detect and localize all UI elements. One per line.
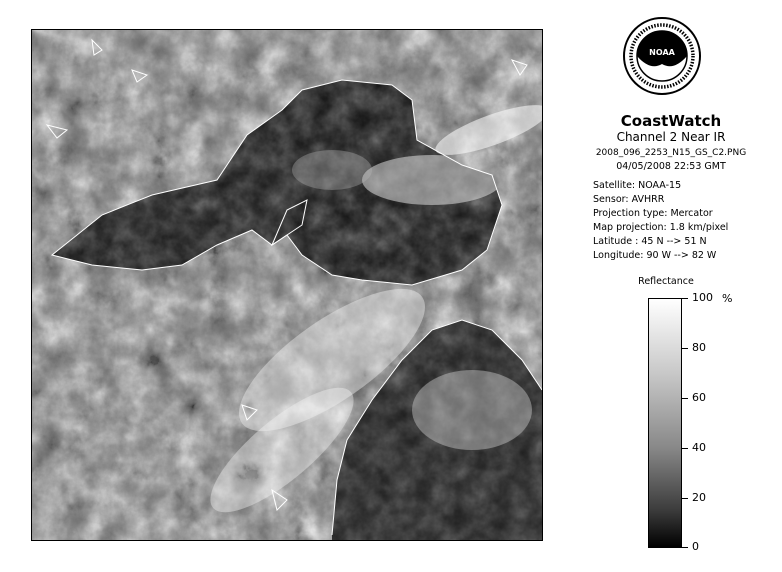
- scale-tick-label: 80: [692, 341, 706, 354]
- satellite-label: Satellite: NOAA-15: [593, 180, 682, 191]
- scale-tick-label: 100: [692, 291, 713, 304]
- longitude-label: Longitude: 90 W --> 82 W: [593, 250, 717, 261]
- scale-tick: [682, 298, 688, 299]
- scale-tick: [682, 348, 688, 349]
- logo-center-text: NOAA: [649, 48, 675, 57]
- satellite-image: [31, 29, 543, 541]
- scale-unit: %: [722, 292, 733, 305]
- scale-tick: [682, 498, 688, 499]
- scale-tick-label: 40: [692, 441, 706, 454]
- scale-tick-label: 20: [692, 491, 706, 504]
- latitude-label: Latitude : 45 N --> 51 N: [593, 236, 707, 247]
- noaa-logo: [622, 16, 702, 96]
- scale-title: Reflectance: [638, 276, 694, 287]
- date-time: 04/05/2008 22:53 GMT: [616, 161, 726, 172]
- product-title: CoastWatch: [620, 112, 722, 130]
- scale-tick: [682, 547, 688, 548]
- map-projection-label: Map projection: 1.8 km/pixel: [593, 222, 729, 233]
- scale-tick: [682, 398, 688, 399]
- scale-tick-label: 60: [692, 391, 706, 404]
- scale-tick-label: 0: [692, 540, 699, 553]
- reflectance-scale-bar: [648, 298, 682, 548]
- sensor-label: Sensor: AVHRR: [593, 194, 665, 205]
- channel-subtitle: Channel 2 Near IR: [616, 130, 726, 144]
- projection-type-label: Projection type: Mercator: [593, 208, 713, 219]
- scale-tick: [682, 448, 688, 449]
- file-name: 2008_096_2253_N15_GS_C2.PNG: [595, 148, 747, 158]
